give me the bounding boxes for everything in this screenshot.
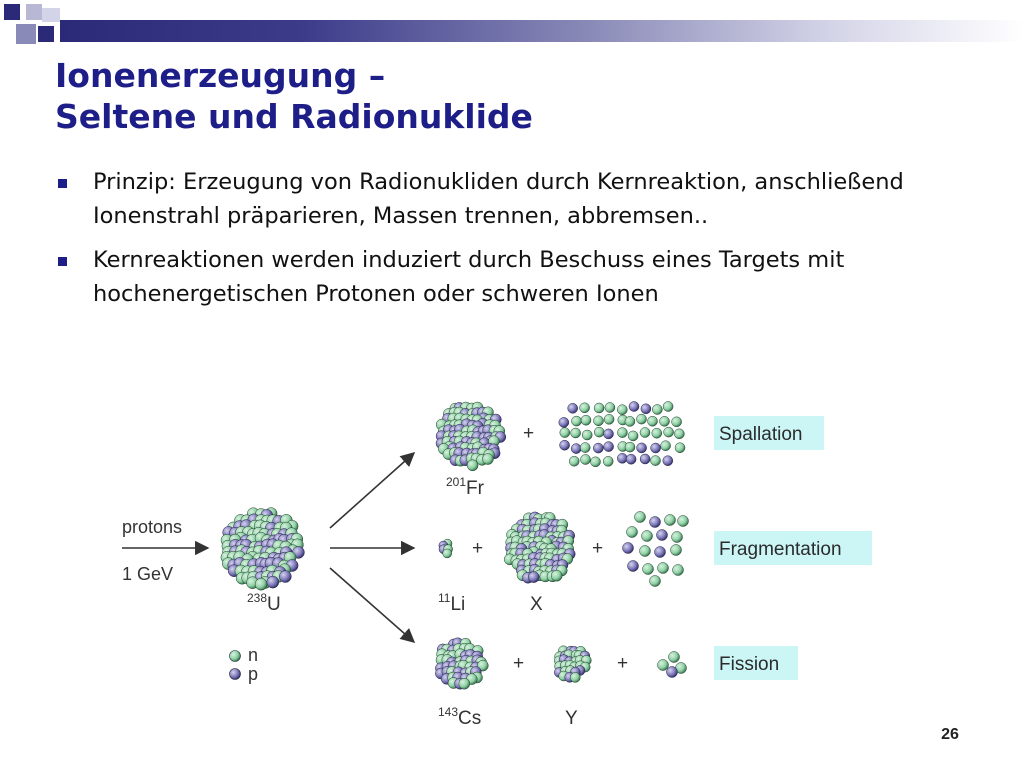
- neutron-sphere: [652, 428, 662, 438]
- neutron-sphere: [617, 428, 627, 438]
- neutron-sphere: [651, 456, 661, 466]
- neutron-sphere: [664, 427, 674, 437]
- neutron-sphere: [443, 549, 452, 558]
- proton-sphere: [655, 547, 666, 558]
- neutron-sphere: [648, 416, 658, 426]
- neutron-sphere: [678, 516, 689, 527]
- plus-sign: +: [472, 538, 484, 559]
- proton-sphere: [637, 443, 647, 453]
- target-element-symbol: U: [267, 594, 281, 615]
- proton-sphere: [663, 456, 673, 466]
- proton-sphere: [623, 543, 634, 554]
- neutron-sphere: [580, 443, 590, 453]
- neutron-sphere: [594, 427, 604, 437]
- neutron-sphere: [591, 457, 601, 467]
- neutron-sphere: [569, 456, 579, 466]
- legend-proton-label: p: [248, 664, 259, 684]
- neutron-sphere: [643, 564, 654, 575]
- particle-legend: [230, 645, 259, 684]
- mass-number: 11: [438, 591, 451, 605]
- proton-sphere: [657, 530, 668, 541]
- neutron-sphere: [572, 416, 582, 426]
- proton-sphere: [279, 571, 291, 583]
- product-isotope-label: [438, 591, 465, 615]
- neutron-sphere: [625, 416, 635, 426]
- proton-sphere: [650, 517, 661, 528]
- neutron-sphere: [467, 460, 478, 471]
- neutron-sphere: [551, 570, 562, 581]
- decor-square: [16, 24, 36, 44]
- neutron-sphere: [580, 403, 590, 413]
- neutron-sphere: [627, 527, 638, 538]
- neutron-sphere: [605, 403, 615, 413]
- neutron-sphere: [660, 416, 670, 426]
- proton-sphere: [568, 403, 578, 413]
- neutron-sphere: [665, 515, 676, 526]
- proton-sphere: [629, 402, 639, 412]
- spallation-arrow: [330, 453, 414, 528]
- bullet-text: Prinzip: Erzeugung von Radionukliden durch Kernreaktion, anschließend Ionenstrahl präparieren, Massen trennen, abbremsen..: [93, 169, 904, 229]
- proton-sphere: [559, 417, 569, 427]
- element-symbol: Fr: [466, 478, 484, 499]
- product-isotope-label: [438, 705, 481, 729]
- proton-sphere: [651, 443, 661, 453]
- neutron-sphere: [594, 403, 604, 413]
- spallation-label: Spallation: [719, 424, 803, 445]
- fragmentation-label: Fragmentation: [719, 539, 842, 560]
- neutron-sphere: [669, 652, 680, 663]
- proton-sphere: [641, 404, 651, 414]
- element-symbol: X: [530, 594, 543, 615]
- neutron-sphere: [671, 545, 682, 556]
- neutron-sphere: [637, 414, 647, 424]
- fission-arrow: [330, 568, 414, 642]
- plus-sign: +: [617, 653, 629, 674]
- proton-sphere: [267, 576, 279, 588]
- decor-square: [42, 8, 60, 22]
- bullet-item: [55, 165, 955, 233]
- neutron-sphere: [658, 563, 669, 574]
- neutron-sphere: [570, 672, 580, 682]
- neutron-sphere: [672, 532, 683, 543]
- fission-label: Fission: [719, 654, 780, 675]
- element-symbol: Cs: [458, 708, 482, 729]
- neutron-sphere: [560, 428, 570, 438]
- slide-title: [55, 55, 533, 137]
- proton-sphere: [560, 440, 570, 450]
- fragment-y-nucleus: [554, 646, 591, 683]
- legend-neutron-label: n: [248, 645, 259, 665]
- neutron-sphere: [581, 455, 591, 465]
- decor-square: [4, 4, 20, 20]
- proton-legend-icon: [230, 669, 241, 680]
- target-isotope-label: [247, 591, 281, 615]
- fragment-x-nucleus: [504, 512, 575, 583]
- proton-sphere: [593, 443, 603, 453]
- bullet-text: Kernreaktionen werden induziert durch Beschuss eines Targets mit hochenergetischen Protonen oder schweren Ionen: [93, 247, 845, 307]
- element-symbol: Y: [565, 708, 578, 729]
- target-nucleus: [221, 508, 305, 591]
- title-line-2: Seltene und Radionuklide: [55, 97, 533, 136]
- proton-sphere: [667, 667, 678, 678]
- mass-number: 143: [438, 705, 459, 719]
- mass-number: 201: [446, 475, 467, 489]
- neutron-sphere: [482, 454, 493, 465]
- neutron-sphere: [628, 431, 638, 441]
- fragmentation-nucleon-spray: [623, 512, 689, 587]
- diagram-canvas: [100, 380, 920, 750]
- bullet-list: [55, 165, 955, 321]
- decor-square: [38, 26, 54, 42]
- lithium-nucleus: [439, 539, 453, 558]
- neutron-sphere: [675, 443, 685, 453]
- target-mass-number: 238: [247, 591, 268, 605]
- product-isotope-label: [446, 475, 485, 499]
- neutron-sphere: [635, 512, 646, 523]
- slide-number: 26: [941, 726, 959, 743]
- beam-label: protons: [122, 517, 183, 537]
- neutron-sphere: [625, 442, 635, 452]
- neutron-sphere: [672, 417, 682, 427]
- neutron-sphere: [581, 415, 591, 425]
- neutron-sphere: [604, 414, 614, 424]
- proton-sphere: [628, 561, 639, 572]
- neutron-sphere: [658, 660, 669, 671]
- plus-sign: +: [513, 653, 525, 674]
- neutron-sphere: [459, 678, 470, 689]
- neutron-sphere: [673, 565, 684, 576]
- beam-energy: 1 GeV: [122, 564, 174, 584]
- proton-sphere: [640, 454, 650, 464]
- francium-nucleus: [436, 402, 506, 471]
- bullet-square-icon: [58, 179, 67, 188]
- spallation-nucleon-spray: [559, 402, 685, 467]
- neutron-sphere: [642, 531, 653, 542]
- nuclear-reaction-diagram: [100, 380, 920, 750]
- neutron-sphere: [255, 578, 267, 590]
- neutron-sphere: [617, 405, 627, 415]
- element-symbol: Li: [450, 594, 466, 615]
- neutron-legend-icon: [230, 651, 241, 662]
- neutron-sphere: [571, 428, 581, 438]
- neutron-sphere: [652, 405, 662, 415]
- title-line-1: Ionenerzeugung –: [55, 56, 386, 95]
- proton-sphere: [528, 572, 539, 583]
- proton-sphere: [617, 453, 627, 463]
- neutron-sphere: [661, 441, 671, 451]
- bullet-item: [55, 243, 955, 311]
- proton-sphere: [604, 442, 614, 452]
- plus-sign: +: [592, 538, 604, 559]
- neutron-sphere: [594, 416, 604, 426]
- proton-sphere: [626, 454, 636, 464]
- proton-sphere: [604, 429, 614, 439]
- decor-square: [26, 4, 42, 20]
- fission-nucleon-spray: [658, 652, 687, 678]
- bullet-square-icon: [58, 257, 67, 266]
- neutron-sphere: [582, 430, 592, 440]
- neutron-sphere: [663, 402, 673, 412]
- neutron-sphere: [640, 546, 651, 557]
- plus-sign: +: [523, 423, 535, 444]
- neutron-sphere: [674, 429, 684, 439]
- neutron-sphere: [603, 456, 613, 466]
- neutron-sphere: [640, 428, 650, 438]
- proton-sphere: [571, 444, 581, 454]
- header-gradient-bar: [60, 20, 1024, 42]
- cesium-nucleus: [435, 638, 488, 689]
- neutron-sphere: [650, 576, 661, 587]
